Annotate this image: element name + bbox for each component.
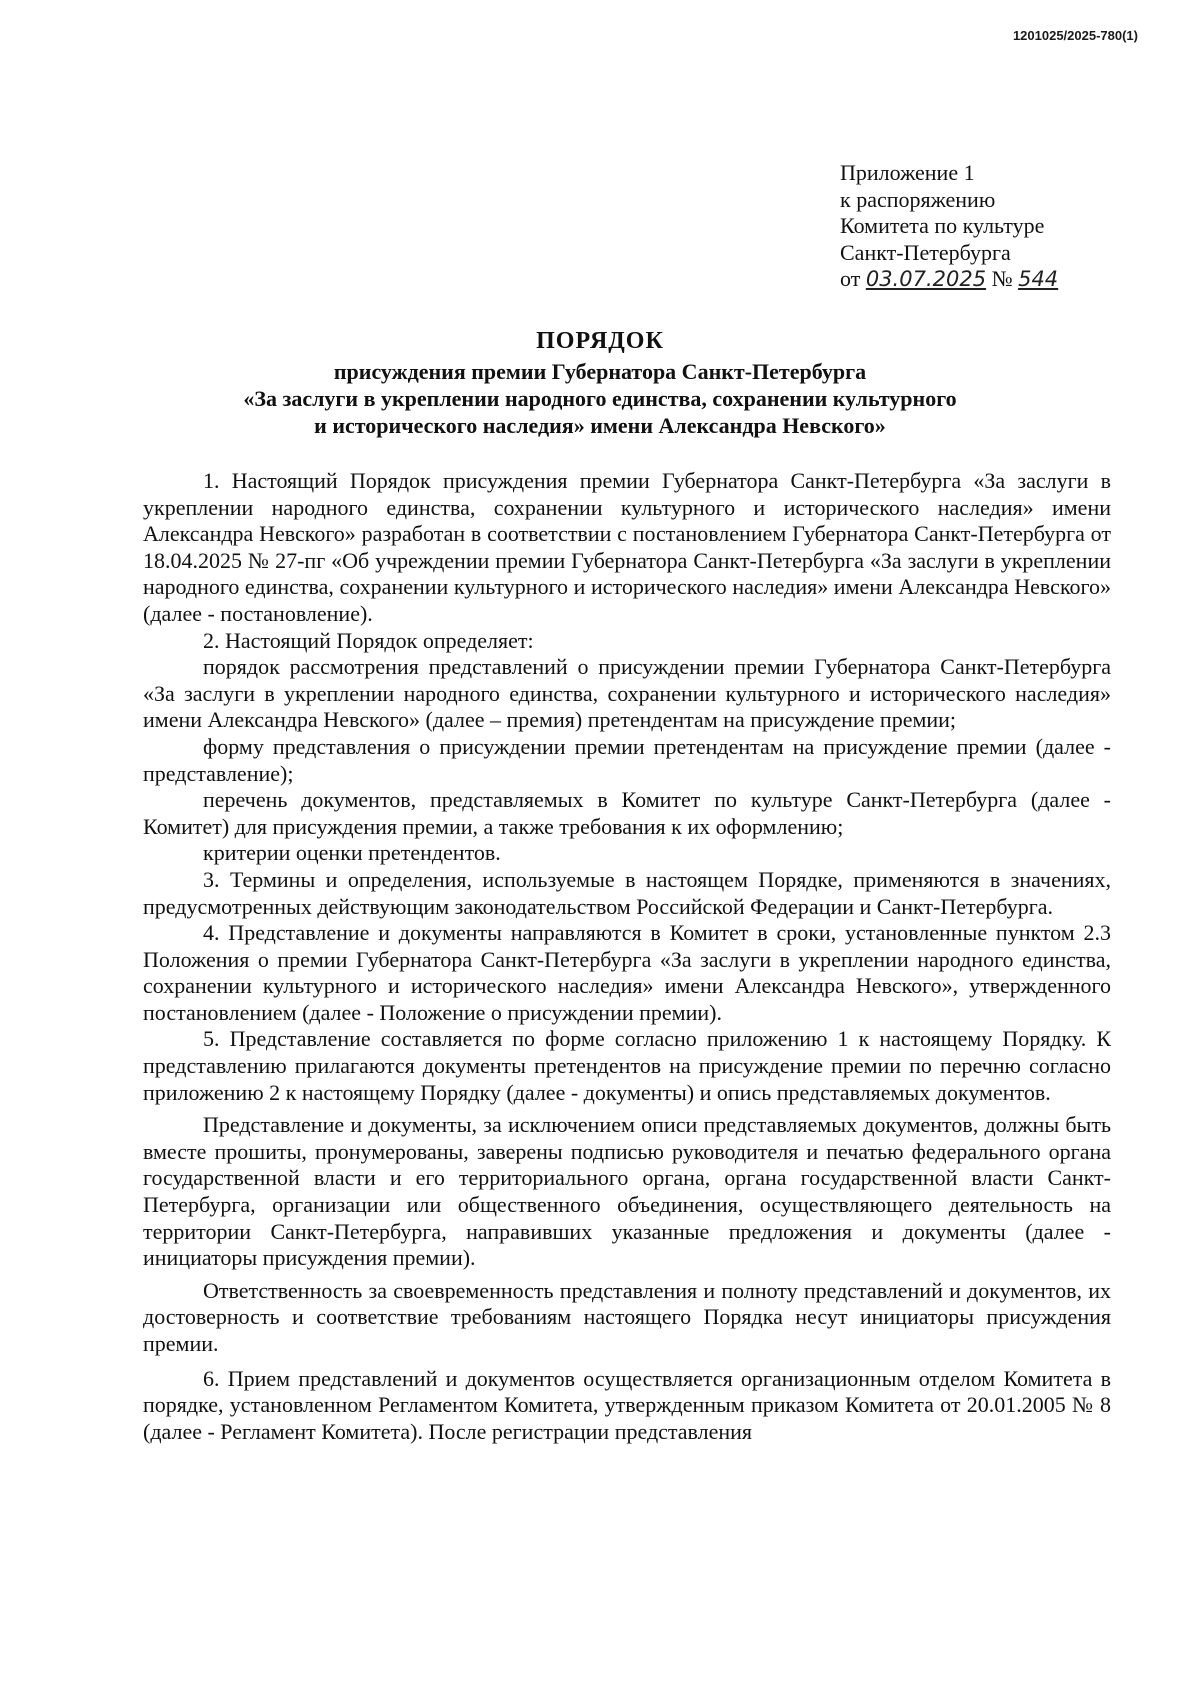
paragraph-4: 4. Представление и документы направляются в Комитет в сроки, установленные пунктом 2.3 Положения о премии Губернатора Санкт-Петербурга «За заслуги в укреплении народного единства, сохранении культурного и исторического наследия» имени Александра Невского», утвержденного постановлением (далее - Положение о присуждении премии). [143,920,1111,1025]
number-label: № [991,266,1013,291]
title-line-2: «За заслуги в укреплении народного единства, сохранении культурного [243,386,957,411]
document-title: ПОРЯДОК [536,328,664,354]
document-body [143,468,1111,1445]
paragraph-2: 2. Настоящий Порядок определяет: [203,627,534,653]
appendix-block [840,160,1160,293]
appendix-date-line [840,266,1160,293]
paragraph-2-item-1: порядок рассмотрения представлений о присуждении премии Губернатора Санкт-Петербурга «За заслуги в укреплении народного единства, сохранении культурного и исторического наследия» имени Александра Невского» (далее – премия) претендентам на присуждение премии; [143,654,1111,733]
paragraph-5-responsibility: Ответственность за своевременность представления и полноту представлений и документов, их достоверность и соответствие требованиям настоящего Порядка несут инициаторы присуждения премии. [143,1277,1111,1356]
appendix-line-1: Приложение 1 [840,160,975,185]
title-line-1: присуждения премии Губернатора Санкт-Петербурга [333,359,867,384]
appendix-line-2: к распоряжению [840,186,996,212]
handwritten-number: 544 [1018,267,1059,291]
paragraph-2-item-4: критерии оценки претендентов. [203,840,501,866]
paragraph-1: 1. Настоящий Порядок присуждения премии Губернатора Санкт-Петербурга «За заслуги в укреплении народного единства, сохранении культурного и исторического наследия» имени Александра Невского» разработан в соответствии с постановлением Губернатора Санкт-Петербурга от 18.04.2025 № 27-пг «Об учреждении премии Губернатора Санкт-Петербурга «За заслуги в укреплении народного единства, сохранении культурного и исторического наследия» имени Александра Невского» (далее - постановление). [143,468,1111,626]
appendix-line-4: Санкт-Петербурга [840,239,1011,265]
paragraph-5: 5. Представление составляется по форме согласно приложению 1 к настоящему Порядку. К представлению прилагаются документы претендентов на присуждение премии по перечню согласно приложению 2 к настоящему Порядку (далее - документы) и опись представляемых документов. [143,1026,1111,1105]
document-title-block [150,328,1050,439]
registration-number: 1201025/2025-780(1) [1012,28,1138,43]
paragraph-2-item-3: перечень документов, представляемых в Комитет по культуре Санкт-Петербурга (далее - Комитет) для присуждения премии, а также требования к их оформлению; [143,787,1111,839]
date-prefix: от [840,266,861,291]
paragraph-6: 6. Прием представлений и документов осуществляется организационным отделом Комитета в порядке, установленном Регламентом Комитета, утвержденным приказом Комитета от 20.01.2005 № 8 (далее - Регламент Комитета). После регистрации представления [143,1365,1111,1444]
handwritten-date: 03.07.2025 [865,267,987,291]
appendix-line-3: Комитета по культуре [840,213,1045,238]
paragraph-2-item-2: форму представления о присуждении премии претендентам на присуждение премии (далее - представление); [143,733,1111,786]
title-line-3: и исторического наследия» имени Александра Невского» [314,413,886,438]
paragraph-3: 3. Термины и определения, используемые в настоящем Порядке, применяются в значениях, предусмотренных действующим законодательством Российской Федерации и Санкт-Петербурга. [143,866,1111,919]
paragraph-5-submission-rules: Представление и документы, за исключением описи представляемых документов, должны быть вместе прошиты, пронумерованы, заверены подписью руководителя и печатью федерального органа государственной власти и его территориального органа, органа государственной власти Санкт-Петербурга, организации или общественного объединения, осуществляющего деятельность на территории Санкт-Петербурга, направивших указанные предложения и документы (далее - инициаторы присуждения премии). [143,1112,1111,1271]
